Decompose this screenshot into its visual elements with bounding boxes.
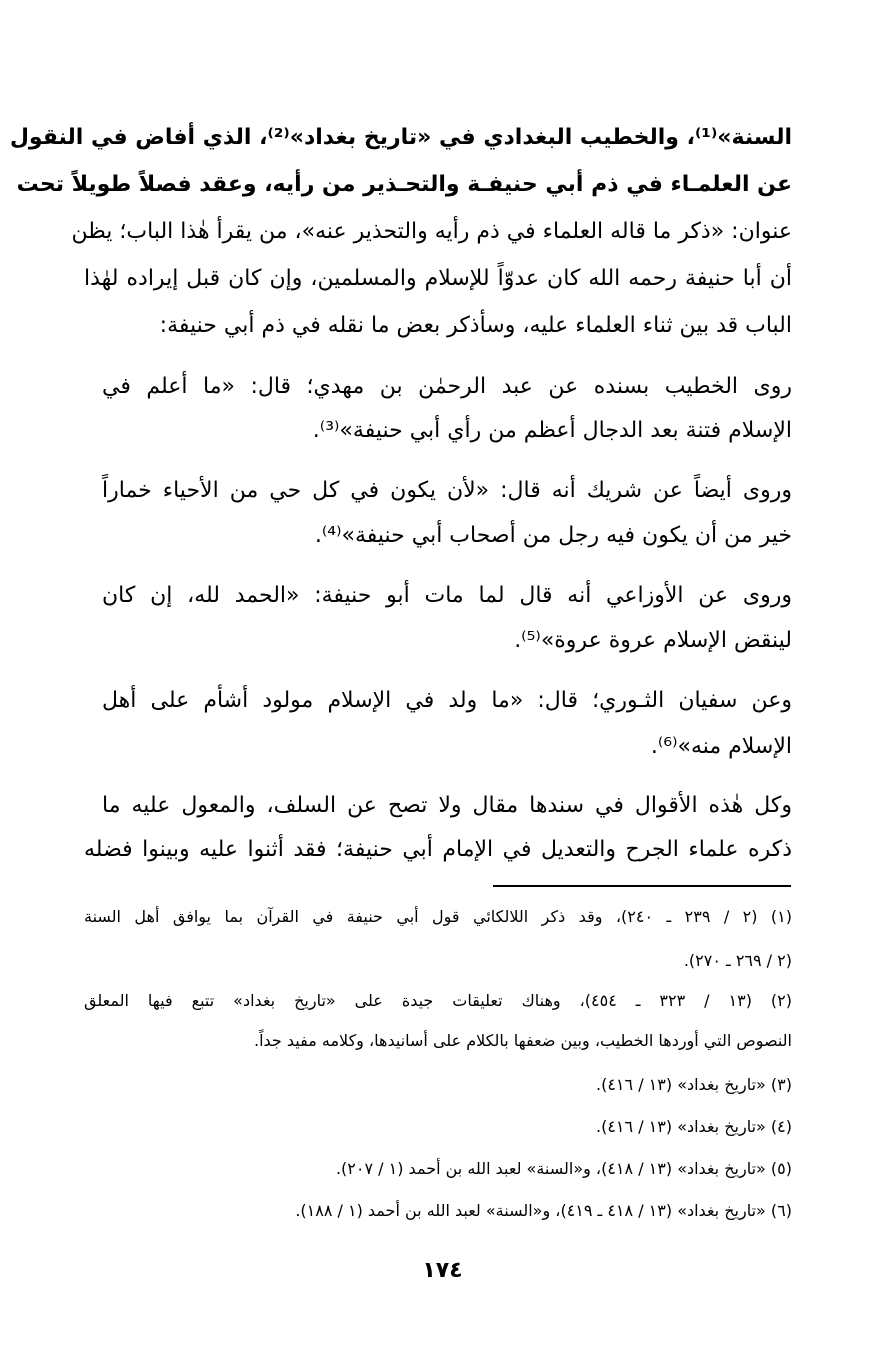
footnote-1-line-2: (٢ / ٢٦٩ ـ ٢٧٠). (683, 951, 792, 970)
intro-line-1: السنة»⁽¹⁾، والخطيب البغدادي في «تاريخ بغداد»⁽²⁾، الذي أفاض في النقول (9, 125, 792, 150)
p4-line-2: الإسلام منه»⁽⁶⁾. (650, 734, 792, 759)
intro-line-5: الباب قد بين ثناء العلماء عليه، وسأذكر بعض ما نقله في ذم أبي حنيفة: (159, 313, 792, 338)
p4-line-1: وعن سفيان الثـوري؛ قال: «ما ولد في الإسلام مولود أشأم على أهل (102, 688, 792, 713)
p3-line-1: وروى عن الأوزاعي أنه قال لما مات أبو حنيفة: «الحمد لله، إن كان (102, 583, 792, 608)
intro-line-2: عن العلمـاء في ذم أبي حنيفـة والتحـذير من رأيه، وعقد فصلاً طويلاً تحت (16, 172, 792, 197)
p1-line-2: الإسلام فتنة بعد الدجال أعظم من رأي أبي حنيفة»⁽³⁾. (312, 418, 792, 443)
footnote-2-line-1: (٢) (١٣ / ٣٢٣ ـ ٤٥٤)، وهناك تعليقات جيدة على «تاريخ بغداد» تتبع فيها المعلق (84, 991, 793, 1010)
p3-line-2: لينقض الإسلام عروة عروة»⁽⁵⁾. (514, 628, 792, 653)
page-number: ١٧٤ (422, 1258, 463, 1283)
footnote-2-line-2: النصوص التي أوردها الخطيب، وبين ضعفها بالكلام على أسانيدها، وكلامه مفيد جداً. (253, 1031, 792, 1050)
p1-line-1: روى الخطيب بسنده عن عبد الرحمٰن بن مهدي؛ قال: «ما أعلم في (102, 374, 792, 399)
intro-line-4: أن أبا حنيفة رحمه الله كان عدوّاً للإسلام والمسلمين، وإن كان قبل إيراده لهٰذا (84, 266, 792, 291)
footnote-4: (٤) «تاريخ بغداد» (١٣ / ٤١٦). (596, 1117, 792, 1136)
intro-line-3: عنوان: «ذكر ما قاله العلماء في ذم رأيه والتحذير عنه»، من يقرأ هٰذا الباب؛ يظن (71, 219, 792, 244)
footnote-1-line-1: (١) (٢ / ٢٣٩ ـ ٢٤٠)، وقد ذكر اللالكائي قول أبي حنيفة في القرآن بما يوافق أهل السنة (84, 907, 793, 926)
footnote-5: (٥) «تاريخ بغداد» (١٣ / ٤١٨)، و«السنة» لعبد الله بن أحمد (١ / ٢٠٧). (335, 1159, 792, 1178)
p2-line-2: خير من أن يكون فيه رجل من أصحاب أبي حنيفة»⁽⁴⁾. (314, 523, 792, 548)
footnote-3: (٣) «تاريخ بغداد» (١٣ / ٤١٦). (596, 1075, 792, 1094)
p2-line-1: وروى أيضاً عن شريك أنه قال: «لأن يكون في كل حي من الأحياء خماراً (102, 478, 792, 503)
p5-line-1: وكل هٰذه الأقوال في سندها مقال ولا تصح عن السلف، والمعول عليه ما (102, 793, 792, 818)
footnote-separator (493, 885, 791, 887)
footnote-6: (٦) «تاريخ بغداد» (١٣ / ٤١٨ ـ ٤١٩)، و«السنة» لعبد الله بن أحمد (١ / ١٨٨). (295, 1201, 792, 1220)
p5-line-2: ذكره علماء الجرح والتعديل في الإمام أبي حنيفة؛ فقد أثنوا عليه وبينوا فضله (84, 837, 792, 862)
